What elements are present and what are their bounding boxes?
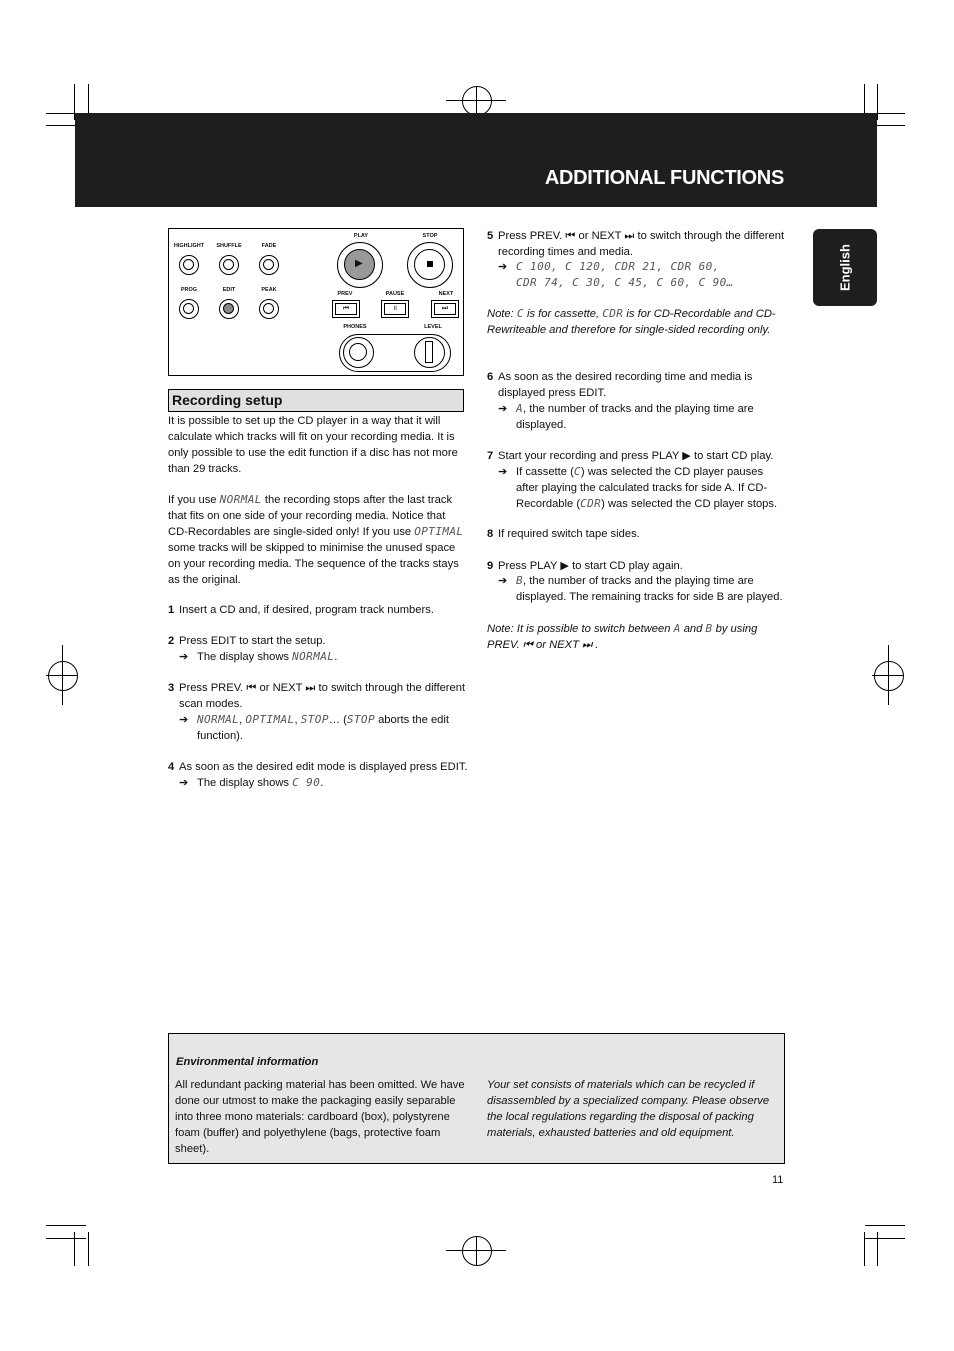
prog-button (179, 299, 199, 319)
pause-label: PAUSE (385, 291, 405, 297)
lcd-text: NORMAL (292, 650, 335, 663)
language-tab-label: English (837, 244, 853, 291)
crop-mark (877, 84, 878, 120)
highlight-button (179, 255, 199, 275)
pause-button (381, 300, 409, 318)
intro-paragraph: It is possible to set up the CD player in a way that it will calculate which tracks will fit on your recording media. It is only possible to use the edit function if a disc has not more than 29 tracks. (168, 415, 458, 475)
shuffle-button (219, 255, 239, 275)
page-number: 11 (772, 1174, 784, 1186)
step-number: 2 (168, 635, 175, 647)
edit-button (219, 299, 239, 319)
registration-mark (462, 86, 492, 116)
crop-mark (46, 1225, 86, 1226)
section-heading-box (168, 389, 464, 412)
step-2-result: The display shows NORMAL. (197, 650, 338, 663)
registration-mark (462, 1236, 492, 1266)
crop-mark (888, 645, 889, 705)
crop-mark (62, 645, 63, 705)
step-6-text: As soon as the desired recording time and media is displayed press EDIT. (498, 371, 753, 399)
fade-button (259, 255, 279, 275)
arrow-icon: ➔ (498, 403, 508, 415)
page-title: ADDITIONAL FUNCTIONS (544, 167, 784, 189)
play-icon: ▶ (355, 258, 363, 269)
next-icon: ⏭ (434, 303, 456, 315)
next-label: NEXT (438, 291, 454, 297)
step-5-result-line-1: C 100, C 120, CDR 21, CDR 60, (516, 260, 720, 273)
arrow-icon: ➔ (179, 714, 189, 726)
step-2-text: Press EDIT to start the setup. (179, 635, 326, 647)
lcd-text: NORMAL (197, 713, 240, 726)
prev-icon: ⏮ (335, 303, 357, 315)
crop-mark (865, 1225, 905, 1226)
stop-icon (427, 261, 433, 267)
play-button (337, 242, 383, 288)
step-number: 4 (168, 761, 175, 773)
crop-mark (476, 86, 477, 116)
step-7-result: If cassette (C) was selected the CD player pauses after playing the calculated tracks for side A. If CD-Recordable (CDR) was selected the CD player stops. (516, 465, 778, 510)
environmental-info-left: All redundant packing material has been omitted. We have done our utmost to make the packaging easily separable into three mono materials: cardboard (box), polystyrene foam (buffer) and polyethylene (bags, protective foam sheet). (175, 1079, 465, 1155)
lcd-text: C 90 (292, 776, 321, 789)
shuffle-label: SHUFFLE (216, 243, 242, 249)
next-button (431, 300, 459, 318)
level-knob (414, 337, 445, 368)
step-9-text: Press PLAY ▶ to start CD play again. (498, 560, 683, 572)
header-band (75, 113, 877, 207)
section-title: Recording setup (172, 392, 283, 408)
lcd-text: C (573, 465, 581, 478)
lcd-text: B (516, 574, 524, 587)
arrow-icon: ➔ (498, 466, 508, 478)
lcd-text: A (516, 402, 524, 415)
crop-mark (865, 1238, 905, 1239)
step-number: 1 (168, 604, 175, 616)
registration-mark (48, 661, 78, 691)
lcd-text: CDR (580, 497, 602, 510)
peak-label: PEAK (261, 287, 277, 293)
step-1-text: Insert a CD and, if desired, program track numbers. (179, 604, 434, 616)
step-4-result: The display shows C 90. (197, 776, 324, 789)
crop-mark (88, 1232, 89, 1266)
environmental-info-right: Your set consists of materials which can be recycled if disassembled by a specialized company. Please observe the local regulations regarding the disposal of packing materials, exhausted batteries and old equipment. (487, 1079, 770, 1139)
environmental-info-title: Environmental information (176, 1056, 319, 1068)
level-label: LEVEL (424, 324, 442, 330)
step-3-result: NORMAL, OPTIMAL, STOP… (STOP aborts the edit function). (197, 713, 449, 742)
prog-label: PROG (180, 287, 198, 293)
step-4-text: As soon as the desired edit mode is displayed press EDIT. (179, 761, 468, 773)
modes-paragraph: If you use NORMAL the recording stops after the last track that fits on one side of your recording media. Notice that CD-Recordables are single-sided only! If you use OPTIMAL some tracks will be skipped to minimise the unused space on your recording media. The sequence of the tracks stays as the original. (168, 493, 464, 586)
step-number: 9 (487, 560, 494, 572)
step-3-text: Press PREV. ⏮ or NEXT ⏭ to switch through the different scan modes. (179, 682, 466, 710)
prev-button (332, 300, 360, 318)
fade-label: FADE (261, 243, 277, 249)
arrow-icon: ➔ (179, 651, 189, 663)
highlight-label: HIGHLIGHT (173, 243, 205, 249)
step-6-result: A, the number of tracks and the playing time are displayed. (516, 402, 754, 431)
step-5-result-line-2: CDR 74, C 30, C 45, C 60, C 90… (516, 276, 734, 289)
lcd-text: CDR (602, 307, 624, 320)
phones-level-housing (339, 334, 451, 372)
play-label: PLAY (353, 233, 369, 239)
lcd-text: B (705, 622, 713, 635)
stop-label: STOP (422, 233, 438, 239)
step-7-text: Start your recording and press PLAY ▶ to start CD play. (498, 450, 774, 462)
step-9-result: B, the number of tracks and the playing time are displayed. The remaining tracks for side B are played. (516, 574, 783, 603)
step-number: 5 (487, 230, 494, 242)
step-8-text: If required switch tape sides. (498, 528, 640, 540)
step-number: 7 (487, 450, 494, 462)
lcd-text: C (516, 307, 524, 320)
arrow-icon: ➔ (179, 777, 189, 789)
arrow-icon: ➔ (498, 261, 508, 273)
lcd-text: A (673, 622, 681, 635)
arrow-icon: ➔ (498, 575, 508, 587)
pause-icon: ॥ (384, 303, 406, 315)
registration-mark (874, 661, 904, 691)
lcd-text: OPTIMAL (245, 713, 295, 726)
phones-label: PHONES (343, 324, 367, 330)
lcd-text: NORMAL (219, 493, 262, 506)
note-2: Note: It is possible to switch between A and B by using PREV. ⏮ or NEXT ⏭ . (487, 622, 758, 651)
lcd-text: STOP (300, 713, 329, 726)
crop-mark (46, 1238, 86, 1239)
crop-mark (476, 1236, 477, 1266)
note-1: Note: C is for cassette, CDR is for CD-Recordable and CD-Rewriteable and therefore for single-sided recording only. (487, 307, 776, 336)
step-5-text: Press PREV. ⏮ or NEXT ⏭ to switch through the different recording times and media. (498, 230, 785, 258)
phones-jack (343, 337, 374, 368)
control-panel-illustration (168, 228, 464, 376)
step-number: 6 (487, 371, 494, 383)
lcd-text: OPTIMAL (414, 525, 464, 538)
prev-label: PREV (337, 291, 353, 297)
peak-button (259, 299, 279, 319)
language-tab (813, 229, 877, 306)
stop-button (407, 242, 453, 288)
step-number: 3 (168, 682, 175, 694)
step-number: 8 (487, 528, 494, 540)
edit-label: EDIT (222, 287, 236, 293)
lcd-text: STOP (346, 713, 375, 726)
